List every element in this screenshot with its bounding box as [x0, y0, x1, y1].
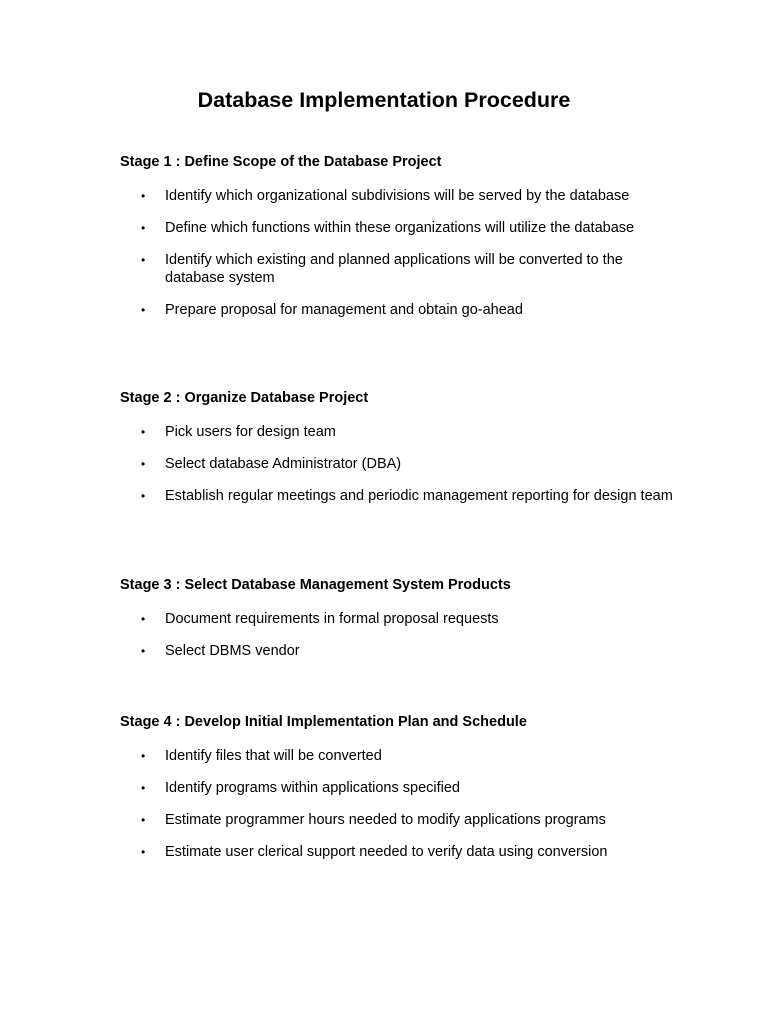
stage-heading: Stage 1 : Define Scope of the Database Project [120, 154, 442, 170]
list-item [120, 301, 680, 319]
list-item [120, 251, 680, 287]
document-title: Database Implementation Procedure [197, 88, 571, 112]
list-item [120, 747, 680, 765]
list-item-text: Select database Administrator (DBA) [165, 456, 402, 472]
stage-1-section [120, 151, 680, 333]
bullet-icon: • [141, 781, 146, 795]
bullet-list [120, 747, 680, 861]
bullet-list [120, 610, 680, 660]
list-item [120, 487, 680, 505]
stage-4-section [120, 711, 680, 875]
bullet-icon: • [141, 489, 146, 503]
bullet-icon: • [141, 457, 146, 471]
list-item-text: Select DBMS vendor [165, 643, 300, 659]
stage-2-section [120, 387, 680, 519]
bullet-icon: • [141, 189, 146, 203]
bullet-icon: • [141, 612, 146, 626]
list-item [120, 811, 680, 829]
bullet-icon: • [141, 253, 146, 267]
bullet-list [120, 187, 680, 319]
list-item-text: Estimate user clerical support needed to verify data using conversion [165, 844, 608, 860]
bullet-list [120, 423, 680, 505]
list-item [120, 610, 680, 628]
bullet-icon: • [141, 303, 146, 317]
list-item [120, 642, 680, 660]
stage-heading: Stage 4 : Develop Initial Implementation Plan and Schedule [120, 714, 527, 730]
list-item-text: Pick users for design team [165, 424, 336, 440]
list-item-text: Establish regular meetings and periodic management reporting for design team [165, 488, 673, 504]
list-item-text: Prepare proposal for management and obtain go-ahead [165, 302, 523, 318]
list-item-text: Identify files that will be converted [165, 748, 382, 764]
bullet-icon: • [141, 845, 146, 859]
list-item-text: Estimate programmer hours needed to modify applications programs [165, 812, 606, 828]
list-item [120, 423, 680, 441]
list-item-text: Identify programs within applications specified [165, 780, 460, 796]
list-item [120, 455, 680, 473]
list-item-text: Identify which existing and planned applications will be converted to the database system [165, 252, 623, 286]
bullet-icon: • [141, 749, 146, 763]
list-item [120, 187, 680, 205]
bullet-icon: • [141, 813, 146, 827]
list-item [120, 779, 680, 797]
list-item [120, 219, 680, 237]
list-item-text: Document requirements in formal proposal requests [165, 611, 499, 627]
list-item-text: Identify which organizational subdivisions will be served by the database [165, 188, 630, 204]
list-item-text: Define which functions within these organizations will utilize the database [165, 220, 635, 236]
bullet-icon: • [141, 425, 146, 439]
stage-heading: Stage 3 : Select Database Management System Products [120, 577, 511, 593]
bullet-icon: • [141, 644, 146, 658]
stage-heading: Stage 2 : Organize Database Project [120, 390, 369, 406]
stage-3-section [120, 574, 680, 674]
list-item [120, 843, 680, 861]
bullet-icon: • [141, 221, 146, 235]
